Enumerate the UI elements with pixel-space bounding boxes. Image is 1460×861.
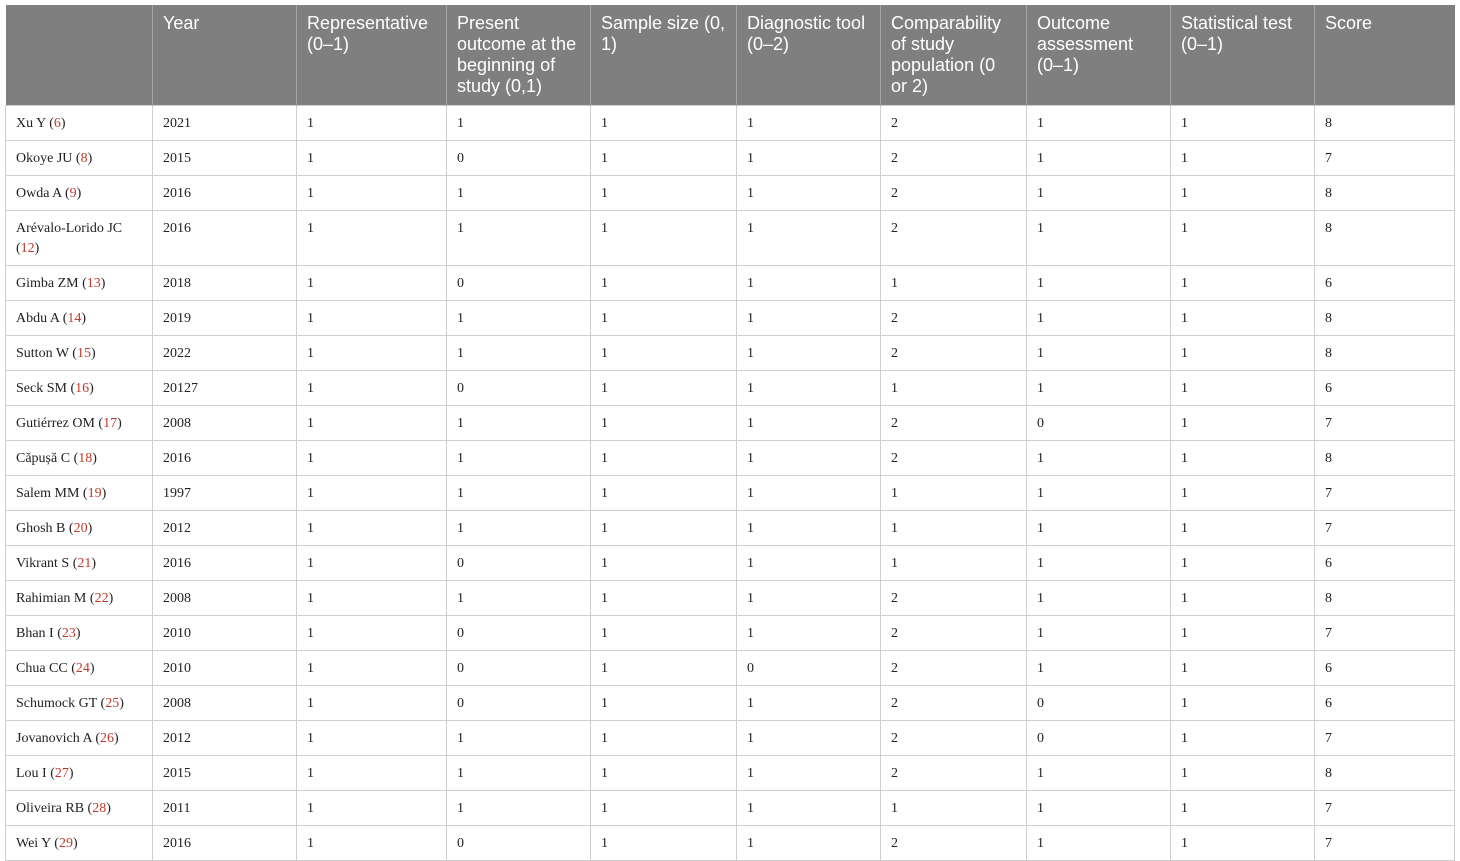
column-header: Sample size (0, 1) bbox=[591, 5, 737, 106]
rating-cell: 1 bbox=[591, 546, 737, 581]
rating-cell: 1 bbox=[881, 371, 1027, 406]
rating-cell: 1 bbox=[737, 266, 881, 301]
table-row bbox=[6, 581, 1455, 616]
rating-cell: 1 bbox=[297, 721, 447, 756]
rating-cell: 1 bbox=[447, 441, 591, 476]
rating-cell: 1 bbox=[737, 756, 881, 791]
score-cell: 8 bbox=[1315, 581, 1455, 616]
study-author: Oliveira RB bbox=[16, 801, 85, 816]
score-cell: 8 bbox=[1315, 301, 1455, 336]
rating-cell: 1 bbox=[1171, 721, 1315, 756]
quality-assessment-table bbox=[5, 5, 1455, 861]
rating-cell: 1 bbox=[881, 546, 1027, 581]
rating-cell: 1 bbox=[591, 406, 737, 441]
year-cell: 2019 bbox=[153, 301, 297, 336]
rating-cell: 1 bbox=[1027, 106, 1171, 141]
year-cell: 2012 bbox=[153, 721, 297, 756]
reference-link[interactable]: 17 bbox=[103, 416, 118, 431]
rating-cell: 1 bbox=[1027, 616, 1171, 651]
year-cell: 2022 bbox=[153, 336, 297, 371]
rating-cell: 2 bbox=[881, 106, 1027, 141]
study-author: Bhan I bbox=[16, 626, 54, 641]
table-row bbox=[6, 441, 1455, 476]
study-cell: Oliveira RB (28) bbox=[6, 791, 153, 826]
reference-link[interactable]: 20 bbox=[73, 521, 88, 536]
score-cell: 7 bbox=[1315, 826, 1455, 861]
reference-link[interactable]: 6 bbox=[53, 116, 61, 131]
rating-cell: 1 bbox=[1027, 756, 1171, 791]
rating-cell: 2 bbox=[881, 616, 1027, 651]
score-cell: 7 bbox=[1315, 476, 1455, 511]
column-header: Year bbox=[153, 5, 297, 106]
rating-cell: 1 bbox=[591, 476, 737, 511]
rating-cell: 1 bbox=[1171, 581, 1315, 616]
reference-link[interactable]: 8 bbox=[80, 151, 88, 166]
study-author: Gimba ZM bbox=[16, 276, 79, 291]
rating-cell: 1 bbox=[1027, 476, 1171, 511]
study-author: Jovanovich A bbox=[16, 731, 92, 746]
score-cell: 6 bbox=[1315, 651, 1455, 686]
rating-cell: 1 bbox=[591, 721, 737, 756]
score-cell: 7 bbox=[1315, 721, 1455, 756]
column-header: Representative (0–1) bbox=[297, 5, 447, 106]
rating-cell: 1 bbox=[737, 371, 881, 406]
rating-cell: 1 bbox=[881, 476, 1027, 511]
reference-link[interactable]: 26 bbox=[100, 731, 115, 746]
rating-cell: 1 bbox=[1027, 141, 1171, 176]
table-row bbox=[6, 336, 1455, 371]
rating-cell: 0 bbox=[447, 616, 591, 651]
rating-cell: 1 bbox=[737, 301, 881, 336]
year-cell: 2010 bbox=[153, 651, 297, 686]
rating-cell: 1 bbox=[1027, 826, 1171, 861]
rating-cell: 1 bbox=[737, 106, 881, 141]
table-row bbox=[6, 616, 1455, 651]
rating-cell: 0 bbox=[1027, 686, 1171, 721]
study-cell: Lou I (27) bbox=[6, 756, 153, 791]
study-cell: Gutiérrez OM (17) bbox=[6, 406, 153, 441]
rating-cell: 1 bbox=[881, 511, 1027, 546]
rating-cell: 1 bbox=[737, 826, 881, 861]
rating-cell: 1 bbox=[1171, 176, 1315, 211]
rating-cell: 1 bbox=[1171, 476, 1315, 511]
rating-cell: 1 bbox=[591, 581, 737, 616]
year-cell: 2008 bbox=[153, 686, 297, 721]
rating-cell: 1 bbox=[297, 791, 447, 826]
rating-cell: 1 bbox=[1171, 141, 1315, 176]
rating-cell: 1 bbox=[297, 511, 447, 546]
rating-cell: 1 bbox=[447, 756, 591, 791]
rating-cell: 1 bbox=[447, 176, 591, 211]
rating-cell: 1 bbox=[1171, 371, 1315, 406]
year-cell: 2016 bbox=[153, 211, 297, 266]
rating-cell: 1 bbox=[591, 686, 737, 721]
table-header-row bbox=[6, 5, 1455, 106]
rating-cell: 1 bbox=[881, 791, 1027, 826]
study-author: Salem MM bbox=[16, 486, 80, 501]
score-cell: 7 bbox=[1315, 406, 1455, 441]
reference-link[interactable]: 23 bbox=[61, 626, 76, 641]
study-cell: Schumock GT (25) bbox=[6, 686, 153, 721]
study-author: Seck SM bbox=[16, 381, 67, 396]
rating-cell: 1 bbox=[737, 336, 881, 371]
rating-cell: 1 bbox=[591, 106, 737, 141]
rating-cell: 0 bbox=[447, 651, 591, 686]
rating-cell: 1 bbox=[591, 176, 737, 211]
score-cell: 7 bbox=[1315, 511, 1455, 546]
rating-cell: 1 bbox=[737, 441, 881, 476]
rating-cell: 1 bbox=[447, 301, 591, 336]
rating-cell: 1 bbox=[1171, 301, 1315, 336]
year-cell: 2016 bbox=[153, 826, 297, 861]
rating-cell: 2 bbox=[881, 211, 1027, 266]
study-cell: Salem MM (19) bbox=[6, 476, 153, 511]
table-body bbox=[6, 106, 1455, 861]
rating-cell: 1 bbox=[881, 266, 1027, 301]
table-row bbox=[6, 721, 1455, 756]
rating-cell: 2 bbox=[881, 141, 1027, 176]
rating-cell: 1 bbox=[297, 176, 447, 211]
rating-cell: 1 bbox=[297, 141, 447, 176]
rating-cell: 0 bbox=[447, 686, 591, 721]
study-cell: Sutton W (15) bbox=[6, 336, 153, 371]
rating-cell: 1 bbox=[447, 581, 591, 616]
rating-cell: 1 bbox=[1027, 441, 1171, 476]
rating-cell: 2 bbox=[881, 336, 1027, 371]
table-row bbox=[6, 266, 1455, 301]
rating-cell: 1 bbox=[447, 106, 591, 141]
rating-cell: 1 bbox=[1171, 406, 1315, 441]
study-cell: Owda A (9) bbox=[6, 176, 153, 211]
rating-cell: 1 bbox=[591, 336, 737, 371]
rating-cell: 1 bbox=[1171, 511, 1315, 546]
rating-cell: 1 bbox=[297, 756, 447, 791]
rating-cell: 1 bbox=[591, 141, 737, 176]
rating-cell: 0 bbox=[447, 826, 591, 861]
column-header bbox=[6, 5, 153, 106]
study-cell: Arévalo-Lorido JC (12) bbox=[6, 211, 153, 266]
score-cell: 7 bbox=[1315, 791, 1455, 826]
study-author: Rahimian M bbox=[16, 591, 87, 606]
rating-cell: 1 bbox=[737, 141, 881, 176]
year-cell: 2018 bbox=[153, 266, 297, 301]
reference-link[interactable]: 14 bbox=[67, 311, 82, 326]
rating-cell: 1 bbox=[591, 266, 737, 301]
score-cell: 7 bbox=[1315, 141, 1455, 176]
rating-cell: 1 bbox=[737, 476, 881, 511]
rating-cell: 1 bbox=[1171, 686, 1315, 721]
rating-cell: 2 bbox=[881, 301, 1027, 336]
study-cell: Seck SM (16) bbox=[6, 371, 153, 406]
rating-cell: 1 bbox=[737, 721, 881, 756]
rating-cell: 0 bbox=[1027, 721, 1171, 756]
year-cell: 2016 bbox=[153, 546, 297, 581]
column-header: Statistical test (0–1) bbox=[1171, 5, 1315, 106]
study-author: Ghosh B bbox=[16, 521, 66, 536]
rating-cell: 1 bbox=[1027, 511, 1171, 546]
rating-cell: 0 bbox=[447, 141, 591, 176]
rating-cell: 1 bbox=[1027, 371, 1171, 406]
table-row bbox=[6, 686, 1455, 721]
score-cell: 8 bbox=[1315, 441, 1455, 476]
reference-link[interactable]: 18 bbox=[78, 451, 93, 466]
rating-cell: 1 bbox=[447, 336, 591, 371]
table-row bbox=[6, 301, 1455, 336]
rating-cell: 1 bbox=[297, 336, 447, 371]
study-cell: Abdu A (14) bbox=[6, 301, 153, 336]
rating-cell: 1 bbox=[591, 651, 737, 686]
rating-cell: 0 bbox=[1027, 406, 1171, 441]
table-row bbox=[6, 476, 1455, 511]
rating-cell: 1 bbox=[737, 406, 881, 441]
rating-cell: 1 bbox=[591, 301, 737, 336]
rating-cell: 1 bbox=[1171, 441, 1315, 476]
study-author: Gutiérrez OM bbox=[16, 416, 95, 431]
rating-cell: 1 bbox=[1027, 791, 1171, 826]
rating-cell: 2 bbox=[881, 756, 1027, 791]
study-cell: Jovanovich A (26) bbox=[6, 721, 153, 756]
score-cell: 8 bbox=[1315, 176, 1455, 211]
rating-cell: 1 bbox=[1027, 266, 1171, 301]
rating-cell: 2 bbox=[881, 721, 1027, 756]
rating-cell: 2 bbox=[881, 686, 1027, 721]
rating-cell: 2 bbox=[881, 826, 1027, 861]
table-row bbox=[6, 826, 1455, 861]
rating-cell: 1 bbox=[1027, 301, 1171, 336]
rating-cell: 1 bbox=[297, 211, 447, 266]
study-author: Abdu A bbox=[16, 311, 60, 326]
reference-link[interactable]: 13 bbox=[86, 276, 101, 291]
rating-cell: 1 bbox=[737, 791, 881, 826]
rating-cell: 1 bbox=[737, 546, 881, 581]
rating-cell: 1 bbox=[591, 791, 737, 826]
study-cell: Chua CC (24) bbox=[6, 651, 153, 686]
rating-cell: 1 bbox=[1171, 616, 1315, 651]
rating-cell: 1 bbox=[737, 686, 881, 721]
table-row bbox=[6, 141, 1455, 176]
score-cell: 6 bbox=[1315, 546, 1455, 581]
rating-cell: 1 bbox=[1171, 546, 1315, 581]
rating-cell: 2 bbox=[881, 651, 1027, 686]
table-row bbox=[6, 511, 1455, 546]
study-author: Vikrant S bbox=[16, 556, 70, 571]
rating-cell: 1 bbox=[1027, 211, 1171, 266]
score-cell: 6 bbox=[1315, 266, 1455, 301]
reference-link[interactable]: 12 bbox=[20, 241, 35, 256]
study-author: Wei Y bbox=[16, 836, 51, 851]
study-author: Lou I bbox=[16, 766, 47, 781]
study-author: Schumock GT bbox=[16, 696, 98, 711]
column-header: Present outcome at the beginning of study (0,1) bbox=[447, 5, 591, 106]
rating-cell: 1 bbox=[1171, 266, 1315, 301]
rating-cell: 1 bbox=[591, 826, 737, 861]
study-author: Căpușă C bbox=[16, 451, 71, 466]
rating-cell: 1 bbox=[297, 441, 447, 476]
reference-link[interactable]: 22 bbox=[94, 591, 109, 606]
reference-link[interactable]: 9 bbox=[69, 186, 77, 201]
rating-cell: 1 bbox=[447, 476, 591, 511]
column-header: Diagnostic tool (0–2) bbox=[737, 5, 881, 106]
score-cell: 8 bbox=[1315, 106, 1455, 141]
rating-cell: 1 bbox=[297, 546, 447, 581]
reference-link[interactable]: 15 bbox=[76, 346, 91, 361]
table-row bbox=[6, 176, 1455, 211]
table-row bbox=[6, 211, 1455, 266]
rating-cell: 1 bbox=[737, 511, 881, 546]
rating-cell: 1 bbox=[297, 616, 447, 651]
reference-link[interactable]: 16 bbox=[75, 381, 90, 396]
study-cell: Bhan I (23) bbox=[6, 616, 153, 651]
rating-cell: 2 bbox=[881, 581, 1027, 616]
year-cell: 1997 bbox=[153, 476, 297, 511]
rating-cell: 1 bbox=[447, 721, 591, 756]
column-header: Comparability of study population (0 or 2) bbox=[881, 5, 1027, 106]
rating-cell: 1 bbox=[297, 301, 447, 336]
reference-link[interactable]: 25 bbox=[105, 696, 120, 711]
table-row bbox=[6, 651, 1455, 686]
rating-cell: 1 bbox=[1171, 756, 1315, 791]
year-cell: 2016 bbox=[153, 441, 297, 476]
rating-cell: 1 bbox=[297, 826, 447, 861]
rating-cell: 1 bbox=[591, 511, 737, 546]
rating-cell: 2 bbox=[881, 441, 1027, 476]
reference-link[interactable]: 29 bbox=[58, 836, 73, 851]
rating-cell: 1 bbox=[297, 686, 447, 721]
score-cell: 8 bbox=[1315, 211, 1455, 266]
score-cell: 8 bbox=[1315, 336, 1455, 371]
year-cell: 2008 bbox=[153, 406, 297, 441]
rating-cell: 1 bbox=[737, 581, 881, 616]
rating-cell: 1 bbox=[591, 616, 737, 651]
rating-cell: 1 bbox=[1171, 791, 1315, 826]
year-cell: 20127 bbox=[153, 371, 297, 406]
study-cell: Okoye JU (8) bbox=[6, 141, 153, 176]
rating-cell: 1 bbox=[1171, 211, 1315, 266]
rating-cell: 1 bbox=[591, 441, 737, 476]
table-row bbox=[6, 406, 1455, 441]
study-cell: Wei Y (29) bbox=[6, 826, 153, 861]
column-header: Outcome assessment (0–1) bbox=[1027, 5, 1171, 106]
rating-cell: 1 bbox=[591, 211, 737, 266]
study-cell: Xu Y (6) bbox=[6, 106, 153, 141]
rating-cell: 1 bbox=[297, 581, 447, 616]
year-cell: 2015 bbox=[153, 756, 297, 791]
rating-cell: 1 bbox=[297, 266, 447, 301]
reference-link[interactable]: 21 bbox=[77, 556, 92, 571]
study-cell: Căpușă C (18) bbox=[6, 441, 153, 476]
rating-cell: 1 bbox=[737, 176, 881, 211]
rating-cell: 0 bbox=[737, 651, 881, 686]
study-cell: Ghosh B (20) bbox=[6, 511, 153, 546]
rating-cell: 1 bbox=[1171, 106, 1315, 141]
rating-cell: 1 bbox=[297, 406, 447, 441]
rating-cell: 1 bbox=[1027, 651, 1171, 686]
rating-cell: 2 bbox=[881, 176, 1027, 211]
study-cell: Gimba ZM (13) bbox=[6, 266, 153, 301]
table-row bbox=[6, 371, 1455, 406]
year-cell: 2016 bbox=[153, 176, 297, 211]
rating-cell: 1 bbox=[1027, 546, 1171, 581]
study-author: Xu Y bbox=[16, 116, 46, 131]
rating-cell: 1 bbox=[1171, 651, 1315, 686]
rating-cell: 1 bbox=[297, 371, 447, 406]
score-cell: 6 bbox=[1315, 686, 1455, 721]
study-cell: Vikrant S (21) bbox=[6, 546, 153, 581]
reference-link[interactable]: 27 bbox=[54, 766, 69, 781]
rating-cell: 1 bbox=[737, 211, 881, 266]
study-cell: Rahimian M (22) bbox=[6, 581, 153, 616]
study-author: Chua CC bbox=[16, 661, 68, 676]
study-author: Arévalo-Lorido JC bbox=[16, 221, 123, 236]
reference-link[interactable]: 19 bbox=[87, 486, 102, 501]
rating-cell: 1 bbox=[1027, 176, 1171, 211]
table-row bbox=[6, 791, 1455, 826]
table-row bbox=[6, 106, 1455, 141]
study-author: Owda A bbox=[16, 186, 62, 201]
year-cell: 2015 bbox=[153, 141, 297, 176]
year-cell: 2021 bbox=[153, 106, 297, 141]
rating-cell: 1 bbox=[1027, 581, 1171, 616]
study-author: Okoye JU bbox=[16, 151, 73, 166]
rating-cell: 1 bbox=[297, 106, 447, 141]
table-row bbox=[6, 546, 1455, 581]
rating-cell: 1 bbox=[591, 371, 737, 406]
rating-cell: 1 bbox=[447, 211, 591, 266]
rating-cell: 2 bbox=[881, 406, 1027, 441]
rating-cell: 1 bbox=[297, 651, 447, 686]
year-cell: 2012 bbox=[153, 511, 297, 546]
score-cell: 8 bbox=[1315, 756, 1455, 791]
year-cell: 2008 bbox=[153, 581, 297, 616]
rating-cell: 0 bbox=[447, 266, 591, 301]
study-author: Sutton W bbox=[16, 346, 69, 361]
rating-cell: 0 bbox=[447, 371, 591, 406]
rating-cell: 1 bbox=[447, 791, 591, 826]
score-cell: 6 bbox=[1315, 371, 1455, 406]
table-row bbox=[6, 756, 1455, 791]
rating-cell: 1 bbox=[1171, 826, 1315, 861]
year-cell: 2010 bbox=[153, 616, 297, 651]
rating-cell: 1 bbox=[737, 616, 881, 651]
rating-cell: 1 bbox=[1171, 336, 1315, 371]
rating-cell: 1 bbox=[297, 476, 447, 511]
rating-cell: 1 bbox=[1027, 336, 1171, 371]
year-cell: 2011 bbox=[153, 791, 297, 826]
reference-link[interactable]: 24 bbox=[75, 661, 90, 676]
column-header: Score bbox=[1315, 5, 1455, 106]
rating-cell: 1 bbox=[447, 511, 591, 546]
rating-cell: 1 bbox=[447, 406, 591, 441]
reference-link[interactable]: 28 bbox=[92, 801, 107, 816]
rating-cell: 1 bbox=[591, 756, 737, 791]
rating-cell: 0 bbox=[447, 546, 591, 581]
score-cell: 7 bbox=[1315, 616, 1455, 651]
